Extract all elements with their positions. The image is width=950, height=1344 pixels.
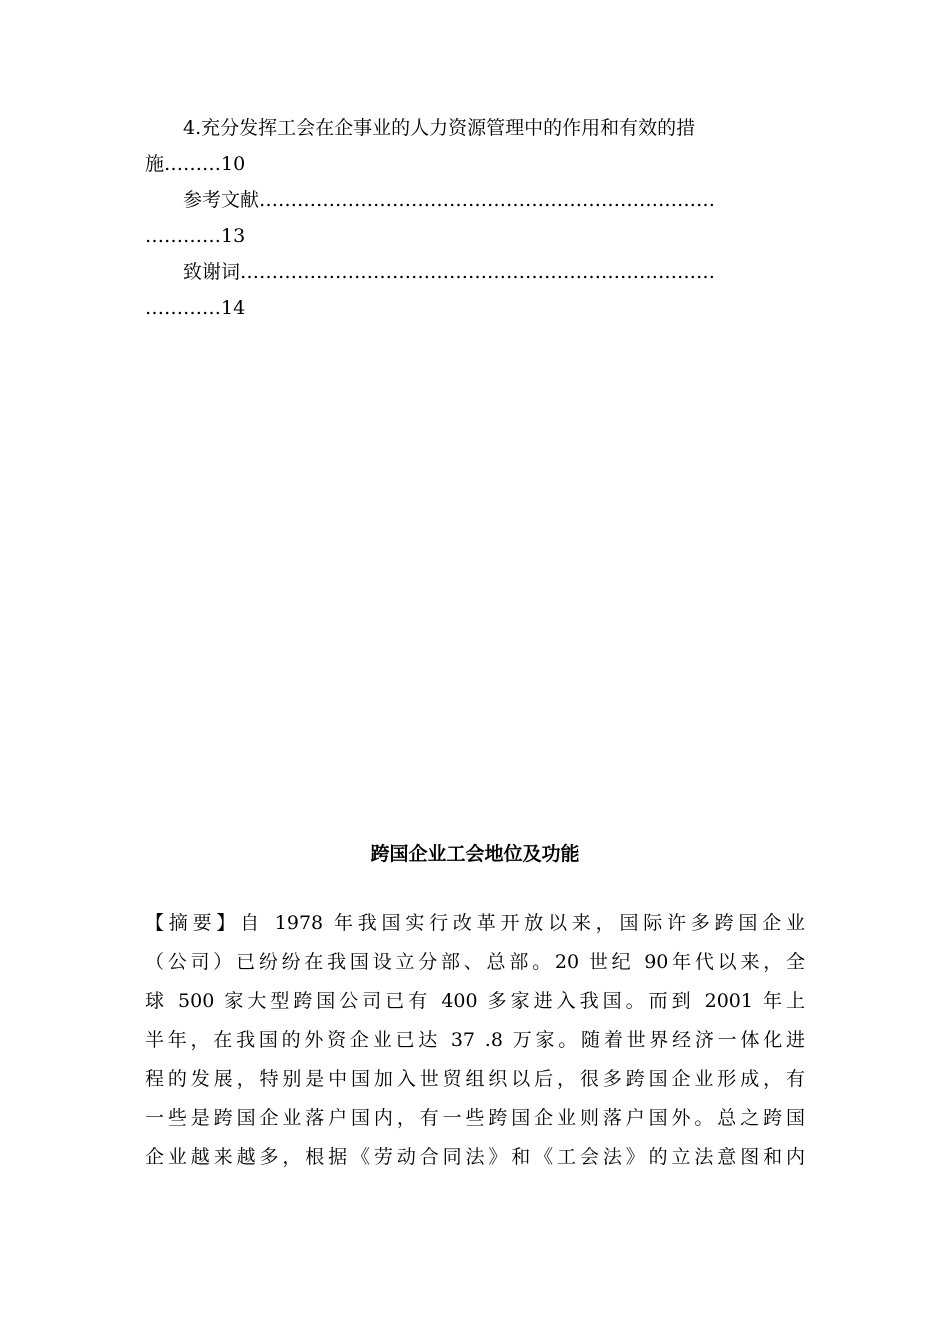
abstract-line: 程的发展，特别是中国加入世贸组织以后，很多跨国企业形成，有	[145, 1068, 805, 1090]
toc-entry-title: 参考文献………………………………………………………………	[183, 189, 716, 211]
toc-entry-page: 施………10	[145, 153, 246, 175]
abstract-line: 球 500 家大型跨国公司已有 400 多家进入我国。而到 2001 年上	[145, 990, 805, 1012]
table-of-contents	[145, 110, 805, 326]
toc-entry-page: …………13	[145, 225, 246, 247]
abstract-line: 半年，在我国的外资企业已达 37 .8 万家。随着世界经济一体化进	[145, 1029, 805, 1051]
abstract-line: 【摘要】自 1978 年我国实行改革开放以来，国际许多跨国企业	[145, 912, 805, 934]
toc-entry-acknowledgements	[145, 254, 805, 326]
toc-entry-union-measures	[145, 110, 805, 182]
toc-entry-title: 4.充分发挥工会在企事业的人力资源管理中的作用和有效的措	[183, 117, 696, 139]
abstract-paragraph	[145, 904, 805, 1177]
article-title: 跨国企业工会地位及功能	[370, 843, 580, 865]
toc-entry-references	[145, 182, 805, 254]
abstract-line: （公司）已纷纷在我国设立分部、总部。20 世纪 90年代以来，全	[145, 951, 805, 973]
toc-entry-page: …………14	[145, 297, 246, 319]
toc-entry-title: 致谢词…………………………………………………………………	[183, 261, 716, 283]
abstract-line: 一些是跨国企业落户国内，有一些跨国企业则落户国外。总之跨国	[145, 1107, 805, 1129]
abstract-line: 企业越来越多，根据《劳动合同法》和《工会法》的立法意图和内	[145, 1146, 805, 1168]
